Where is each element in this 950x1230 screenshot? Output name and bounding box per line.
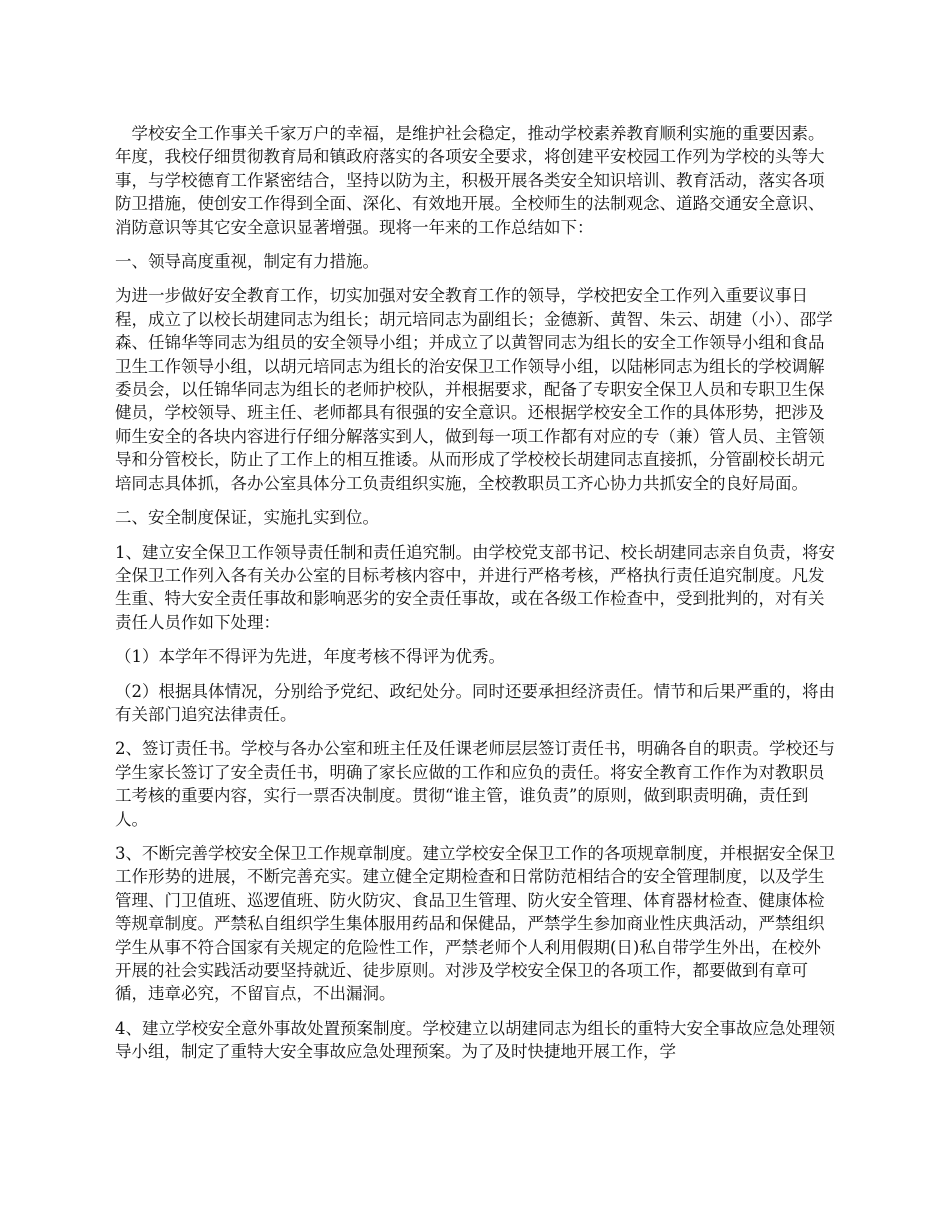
body-paragraph: 4、建立学校安全意外事故处置预案制度。学校建立以胡建同志为组长的重特大安全事故应急处理领导小组，制定了重特大安全事故应急处理预案。为了及时快捷地开展工作，学	[115, 1018, 835, 1062]
intro-paragraph: 学校安全工作事关千家万户的幸福，是维护社会稳定，推动学校素养教育顺利实施的重要因素。年度，我校仔细贯彻教育局和镇政府落实的各项安全要求，将创建平安校园工作列为学校的头等大事，与学校德育工作紧密结合，坚持以防为主，积极开展各类安全知识培训、教育活动，落实各项防卫措施，使创安工作得到全面、深化、有效地开展。全校师生的法制观念、道路交通安全意识、消防意识等其它安全意识显著增强。现将一年来的工作总结如下：	[115, 124, 825, 237]
body-paragraph: 3、不断完善学校安全保卫工作规章制度。建立学校安全保卫工作的各项规章制度，并根据安全保卫工作形势的进展，不断完善充实。建立健全定期检查和日常防范相结合的安全管理制度，以及学生管理、门卫值班、巡逻值班、防火防灾、食品卫生管理、防火安全管理、体育器材检查、健康体检等规章制度。严禁私自组织学生集体服用药品和保健品，严禁学生参加商业性庆典活动，严禁组织学生从事不符合国家有关规定的危险性工作，严禁老师个人利用假期(日)私自带学生外出，在校外开展的社会实践活动要坚持就近、徒步原则。对涉及学校安全保卫的各项工作，都要做到有章可循，违章必究，不留盲点，不出漏洞。	[115, 843, 835, 1004]
list-item: （2）根据具体情况，分别给予党纪、政纪处分。同时还要承担经济责任。情节和后果严重的，将由有关部门追究法律责任。	[115, 681, 835, 724]
section-heading-1: 一、领导高度重视，制定有力措施。	[115, 252, 379, 272]
body-paragraph: 2、签订责任书。学校与各办公室和班主任及任课老师层层签订责任书，明确各自的职责。学校还与学生家长签订了安全责任书，明确了家长应做的工作和应负的责任。将安全教育工作作为对教职员工考核的重要内容，实行一票否决制度。贯彻“谁主管，谁负责”的原则，做到职责明确，责任到人。	[115, 739, 835, 829]
section-heading-2: 二、安全制度保证，实施扎实到位。	[115, 508, 379, 528]
body-paragraph: 为进一步做好安全教育工作，切实加强对安全教育工作的领导，学校把安全工作列入重要议事日程，成立了以校长胡建同志为组长；胡元培同志为副组长；金德新、黄智、朱云、胡建（小）、邵学森、任锦华等同志为组员的安全领导小组；并成立了以黄智同志为组长的安全工作领导小组和食品卫生工作领导小组，以胡元培同志为组长的治安保卫工作领导小组，以陆彬同志为组长的学校调解委员会，以任锦华同志为组长的老师护校队，并根据要求，配备了专职安全保卫人员和专职卫生保健员，学校领导、班主任、老师都具有很强的安全意识。还根据学校安全工作的具体形势，把涉及师生安全的各块内容进行仔细分解落实到人，做到每一项工作都有对应的专（兼）管人员、主管领导和分管校长，防止了工作上的相互推诿。从而形成了学校校长胡建同志直接抓，分管副校长胡元培同志具体抓，各办公室具体分工负责组织实施，全校教职员工齐心协力共抓安全的良好局面。	[115, 286, 833, 493]
list-item: （1）本学年不得评为先进，年度考核不得评为优秀。	[115, 647, 505, 667]
body-paragraph: 1、建立安全保卫工作领导责任制和责任追究制。由学校党支部书记、校长胡建同志亲自负责，将安全保卫工作列入各有关办公室的目标考核内容中，并进行严格考核，严格执行责任追究制度。凡发生重、特大安全责任事故和影响恶劣的安全责任事故，或在各级工作检查中，受到批判的，对有关责任人员作如下处理：	[115, 542, 835, 632]
document-page	[115, 122, 835, 1075]
